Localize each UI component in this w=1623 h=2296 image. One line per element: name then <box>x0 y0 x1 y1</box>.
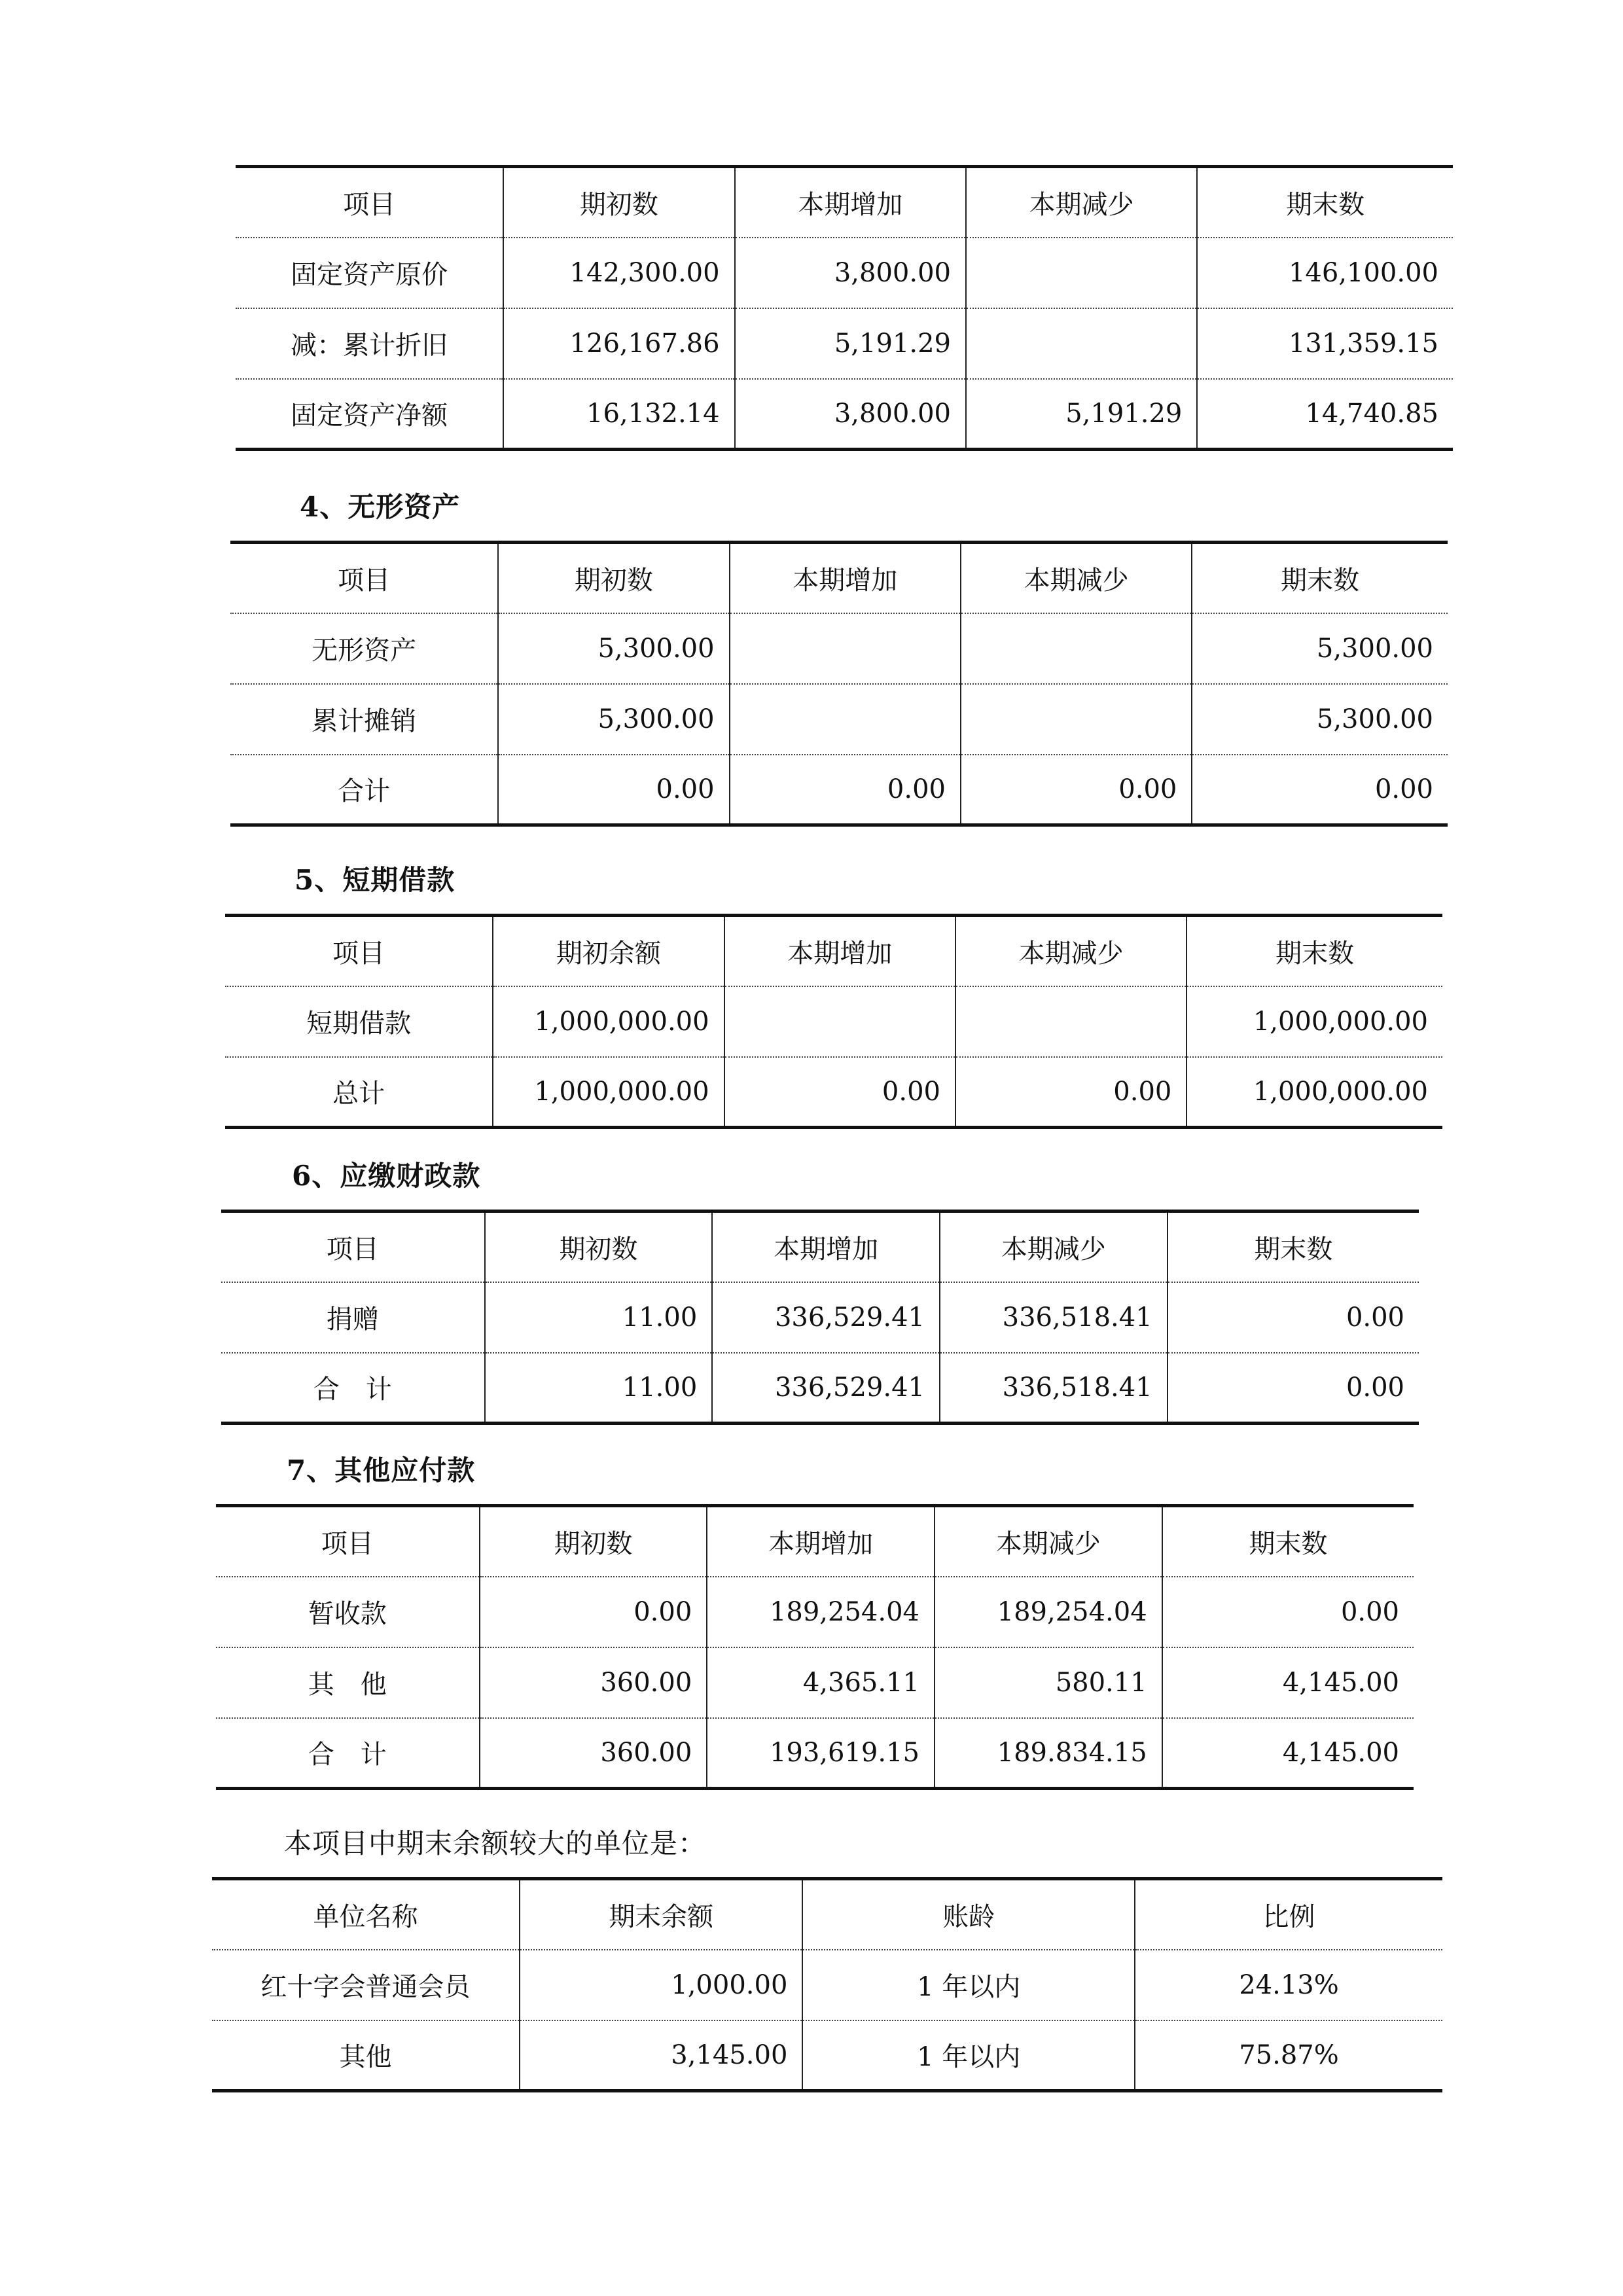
column-header: 本期增加 <box>735 167 966 238</box>
table-cell <box>961 684 1192 755</box>
intangible-assets-heading: 4、无形资产 <box>300 491 461 523</box>
column-header: 期末数 <box>1168 1211 1419 1282</box>
table-cell: 0.00 <box>724 1057 955 1128</box>
table-cell: 5,300.00 <box>498 613 729 684</box>
table-cell: 1,000,000.00 <box>493 986 724 1057</box>
table-cell: 193,619.15 <box>707 1718 935 1789</box>
table-cell: 360.00 <box>480 1718 707 1789</box>
column-header: 单位名称 <box>212 1879 520 1950</box>
row-label: 无形资产 <box>230 613 498 684</box>
table-row <box>216 1718 1414 1789</box>
table-cell: 4,145.00 <box>1162 1718 1414 1789</box>
fiscal-payable-table <box>221 1210 1419 1425</box>
column-header: 本期减少 <box>955 916 1186 986</box>
table-cell: 146,100.00 <box>1197 238 1453 308</box>
table-row <box>225 986 1442 1057</box>
column-header: 项目 <box>236 167 503 238</box>
table-cell: 1 年以内 <box>802 1950 1135 2020</box>
table-cell <box>966 308 1197 379</box>
column-header: 期初数 <box>485 1211 713 1282</box>
table-cell: 336,529.41 <box>712 1282 940 1353</box>
table-cell: 3,800.00 <box>735 238 966 308</box>
table-row <box>216 1577 1414 1647</box>
row-label: 其 他 <box>216 1647 480 1718</box>
row-label: 暂收款 <box>216 1577 480 1647</box>
table-row <box>230 684 1448 755</box>
column-header: 期末数 <box>1192 543 1448 613</box>
table-cell: 126,167.86 <box>503 308 734 379</box>
table-cell: 0.00 <box>1168 1282 1419 1353</box>
fixed-assets-table <box>236 165 1453 451</box>
table-cell: 189,254.04 <box>935 1577 1162 1647</box>
column-header: 期末数 <box>1162 1506 1414 1577</box>
row-label: 短期借款 <box>225 986 493 1057</box>
table-cell: 131,359.15 <box>1197 308 1453 379</box>
table-row <box>236 308 1453 379</box>
column-header: 期末余额 <box>520 1879 802 1950</box>
table-cell: 189,254.04 <box>707 1577 935 1647</box>
table-row <box>230 755 1448 825</box>
table-cell: 5,191.29 <box>735 308 966 379</box>
column-header: 本期增加 <box>724 916 955 986</box>
table-cell <box>730 613 961 684</box>
row-label: 减：累计折旧 <box>236 308 503 379</box>
short-term-loans-table <box>225 914 1442 1129</box>
table-cell <box>961 613 1192 684</box>
table-cell: 0.00 <box>1162 1577 1414 1647</box>
column-header: 本期减少 <box>961 543 1192 613</box>
table-header-row <box>221 1211 1419 1282</box>
table-cell: 24.13% <box>1135 1950 1442 2020</box>
table-cell: 16,132.14 <box>503 379 734 450</box>
column-header: 本期减少 <box>966 167 1197 238</box>
table-cell: 1 年以内 <box>802 2020 1135 2091</box>
major-units-note: 本项目中期末余额较大的单位是： <box>284 1827 707 1859</box>
table-header-row <box>230 543 1448 613</box>
row-label: 合 计 <box>313 1374 392 1405</box>
row-label: 固定资产原价 <box>236 238 503 308</box>
table-cell: 11.00 <box>485 1282 713 1353</box>
column-header: 本期增加 <box>730 543 961 613</box>
table-row <box>236 238 1453 308</box>
column-header: 本期减少 <box>940 1211 1168 1282</box>
column-header: 项目 <box>221 1211 485 1282</box>
table-cell: 1,000,000.00 <box>1186 986 1442 1057</box>
row-label: 固定资产净额 <box>291 401 448 431</box>
table-cell <box>966 238 1197 308</box>
table-row <box>230 613 1448 684</box>
table-cell: 1,000,000.00 <box>1186 1057 1442 1128</box>
table-cell: 336,529.41 <box>712 1353 940 1424</box>
table-row <box>225 1057 1442 1128</box>
column-header: 期末数 <box>1186 916 1442 986</box>
table-cell <box>730 684 961 755</box>
table-cell: 0.00 <box>1192 755 1448 825</box>
row-label: 累计摊销 <box>230 684 498 755</box>
row-label: 捐赠 <box>221 1282 485 1353</box>
other-payables-heading: 7、其他应付款 <box>287 1454 476 1486</box>
table-cell: 5,300.00 <box>498 684 729 755</box>
row-label: 总计 <box>332 1079 385 1109</box>
table-row <box>216 1647 1414 1718</box>
row-label: 其他 <box>339 2042 392 2073</box>
table-row <box>221 1282 1419 1353</box>
table-cell: 5,300.00 <box>1192 684 1448 755</box>
table-row <box>212 1950 1442 2020</box>
table-header-row <box>225 916 1442 986</box>
table-row <box>212 2020 1442 2091</box>
table-cell: 336,518.41 <box>940 1282 1168 1353</box>
column-header: 本期增加 <box>712 1211 940 1282</box>
column-header: 账龄 <box>802 1879 1135 1950</box>
table-cell: 0.00 <box>955 1057 1186 1128</box>
column-header: 本期减少 <box>935 1506 1162 1577</box>
column-header: 期初数 <box>480 1506 707 1577</box>
column-header: 期初数 <box>498 543 729 613</box>
table-cell: 5,300.00 <box>1192 613 1448 684</box>
fiscal-payable-heading: 6、应缴财政款 <box>292 1160 481 1192</box>
row-label: 合计 <box>338 776 391 807</box>
table-cell: 0.00 <box>730 755 961 825</box>
table-cell: 336,518.41 <box>940 1353 1168 1424</box>
table-cell: 0.00 <box>961 755 1192 825</box>
short-term-loans-heading: 5、短期借款 <box>294 864 455 896</box>
column-header: 期初数 <box>503 167 734 238</box>
column-header: 本期增加 <box>707 1506 935 1577</box>
column-header: 项目 <box>230 543 498 613</box>
table-row <box>221 1353 1419 1424</box>
table-cell: 580.11 <box>935 1647 1162 1718</box>
column-header: 期末数 <box>1197 167 1453 238</box>
major-units-table <box>212 1877 1442 2092</box>
row-label: 红十字会普通会员 <box>212 1950 520 2020</box>
table-cell <box>724 986 955 1057</box>
table-cell: 4,145.00 <box>1162 1647 1414 1718</box>
table-row <box>236 379 1453 450</box>
other-payables-table <box>216 1504 1414 1790</box>
table-cell: 0.00 <box>498 755 729 825</box>
table-cell: 14,740.85 <box>1197 379 1453 450</box>
row-label: 合 计 <box>308 1740 387 1770</box>
column-header: 期初余额 <box>493 916 724 986</box>
table-cell: 4,365.11 <box>707 1647 935 1718</box>
table-cell: 1,000.00 <box>520 1950 802 2020</box>
column-header: 项目 <box>216 1506 480 1577</box>
table-header-row <box>212 1879 1442 1950</box>
table-cell: 3,145.00 <box>520 2020 802 2091</box>
table-cell: 360.00 <box>480 1647 707 1718</box>
table-cell: 0.00 <box>480 1577 707 1647</box>
table-cell <box>955 986 1186 1057</box>
table-cell: 75.87% <box>1135 2020 1442 2091</box>
table-cell: 0.00 <box>1168 1353 1419 1424</box>
column-header: 项目 <box>225 916 493 986</box>
table-cell: 142,300.00 <box>503 238 734 308</box>
table-cell: 189.834.15 <box>935 1718 1162 1789</box>
column-header: 比例 <box>1135 1879 1442 1950</box>
table-cell: 11.00 <box>485 1353 713 1424</box>
table-cell: 3,800.00 <box>735 379 966 450</box>
intangible-assets-table <box>230 541 1448 827</box>
table-header-row <box>236 167 1453 238</box>
table-cell: 5,191.29 <box>966 379 1197 450</box>
table-header-row <box>216 1506 1414 1577</box>
table-cell: 1,000,000.00 <box>493 1057 724 1128</box>
